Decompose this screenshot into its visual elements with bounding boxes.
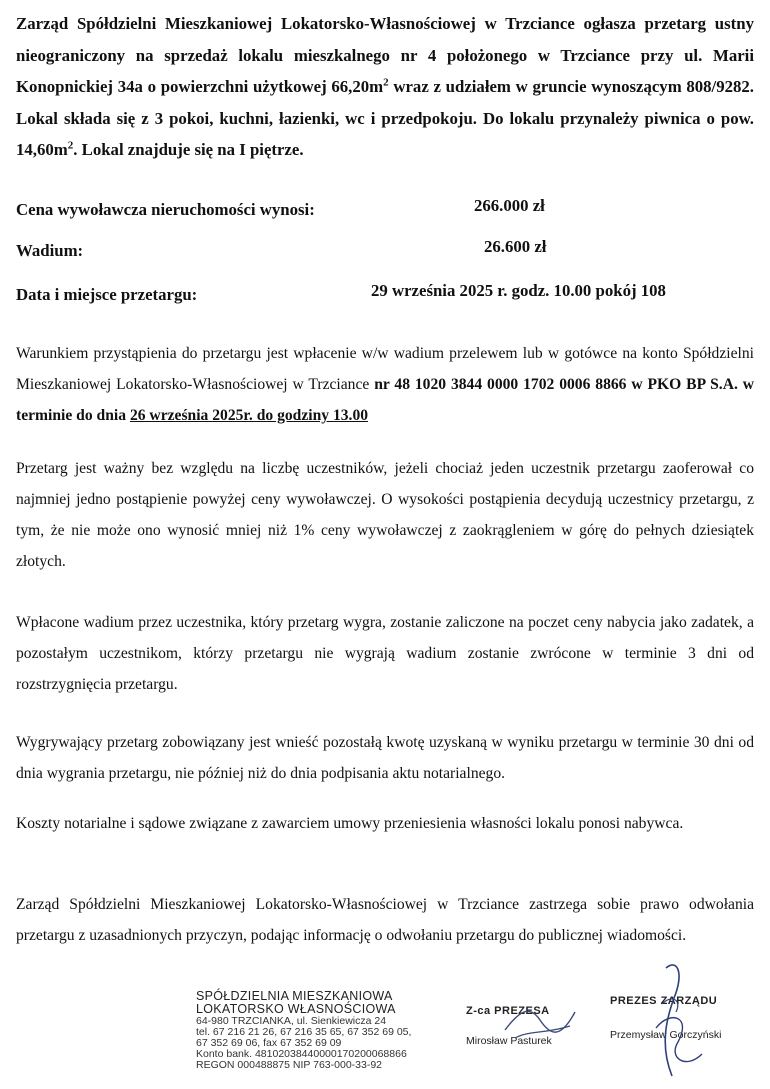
deposit-refund-paragraph: Wpłacone wadium przez uczestnika, który przetarg wygra, zostanie zaliczone na poczet ceny nabycia jako zadatek, a pozostałym uczestnikom, którzy przetargu nie wygrają wadium zostanie zwrócone w terminie 3 dni od rozstrzygnięcia przetargu. (16, 614, 754, 693)
intro-paragraph (16, 8, 754, 166)
cancellation-paragraph: Zarząd Spółdzielni Mieszkaniowej Lokatorsko-Własnościowej w Trzciance zastrzega sobie prawo odwołania przetargu z uzasadnionych przyczyn, podając informację o odwołaniu przetargu do publicznej wiadomości. (16, 896, 754, 944)
payment-text: Warunkiem przystąpienia do przetargu jest wpłacenie w/w wadium przelewem lub w gotówce na konto Spółdzielni Mieszkaniowej Lokatorsko-Własnościowej w Trzciance (16, 345, 754, 393)
stamp-line: 67 352 69 06, fax 67 352 69 09 (196, 1037, 342, 1049)
bank-account-text: nr 48 1020 3844 0000 1702 0006 8866 w PKO BP S.A. w terminie do dnia (16, 376, 755, 424)
stamp-line: 64-980 TRZCIANKA, ul. Sienkiewicza 24 (196, 1015, 387, 1027)
payment-term-paragraph: Wygrywający przetarg zobowiązany jest wnieść pozostałą kwotę uzyskaną w wyniku przetargu w terminie 30 dni od dnia wygrania przetargu, nie później niż do dnia podpisania aktu notarialnego. (16, 734, 754, 782)
intro-text-3: . Lokal znajduje się na I piętrze. (73, 140, 304, 159)
stamp-line: REGON 000488875 NIP 763-000-33-92 (196, 1059, 383, 1071)
stamp-line: tel. 67 216 21 26, 67 216 35 65, 67 352 69 05, (196, 1026, 412, 1038)
price-label: Cena wywoławcza nieruchomości wynosi: (16, 200, 315, 219)
cooperative-stamp (196, 990, 446, 1071)
deadline-text: 26 września 2025r. do godziny 13.00 (129, 407, 369, 424)
deposit-label: Wadium: (16, 241, 84, 260)
validity-paragraph: Przetarg jest ważny bez względu na liczbę uczestników, jeżeli chociaż jeden uczestnik przetargu zaoferował co najmniej jedno postąpienie powyżej ceny wywoławczej. O wysokości postąpienia decydują uczestnicy przetargu, z tym, że nie może ono wynosić mniej niż 1% ceny wywoławczej z zaokrągleniem w górę do pełnych dziesiątek złotych. (16, 460, 754, 570)
intro-text-2: wraz z udziałem w gruncie wynoszącym 808/9282. Lokal składa się z 3 pokoi, kuchni, łazienki, wc i przedpokoju. Do lokalu przynależy piwnica o pow. 14,60m (16, 77, 754, 159)
vice-president-title: Z-ca PREZESA (466, 1005, 550, 1017)
costs-paragraph: Koszty notarialne i sądowe związane z zawarciem umowy przeniesienia własności lokalu ponosi nabywca. (16, 815, 684, 832)
date-label: Data i miejsce przetargu: (16, 285, 198, 304)
intro-text-1: Zarząd Spółdzielni Mieszkaniowej Lokatorsko-Własnościowej w Trzciance ogłasza przetarg ustny nieograniczony na sprzedaż lokalu mieszkalnego nr 4 położonego w Trzciance przy ul. Marii Konopnickiej 34a o powierzchni użytkowej 66,20m (16, 14, 754, 96)
stamp-line: LOKATORSKO WŁASNOŚCIOWA (196, 1002, 396, 1016)
president-title: PREZES ZARZĄDU (610, 995, 718, 1007)
superscript-2: 2 (67, 139, 74, 152)
stamp-line: Konto bank. 48102038440000170200068866 (196, 1048, 407, 1060)
deposit-payment-paragraph (16, 338, 754, 431)
date-value: 29 września 2025 r. godz. 10.00 pokój 108 (371, 281, 666, 300)
stamp-line: SPÓŁDZIELNIA MIESZKANIOWA (196, 989, 393, 1003)
vice-president-name: Mirosław Pasturek (466, 1035, 552, 1047)
vice-president-signature (500, 1000, 580, 1050)
president-signature (636, 958, 716, 1086)
price-value: 266.000 zł (474, 196, 545, 215)
superscript-1: 2 (383, 76, 389, 89)
deposit-value: 26.600 zł (484, 237, 547, 256)
president-name: Przemysław Gorczyński (610, 1029, 722, 1041)
